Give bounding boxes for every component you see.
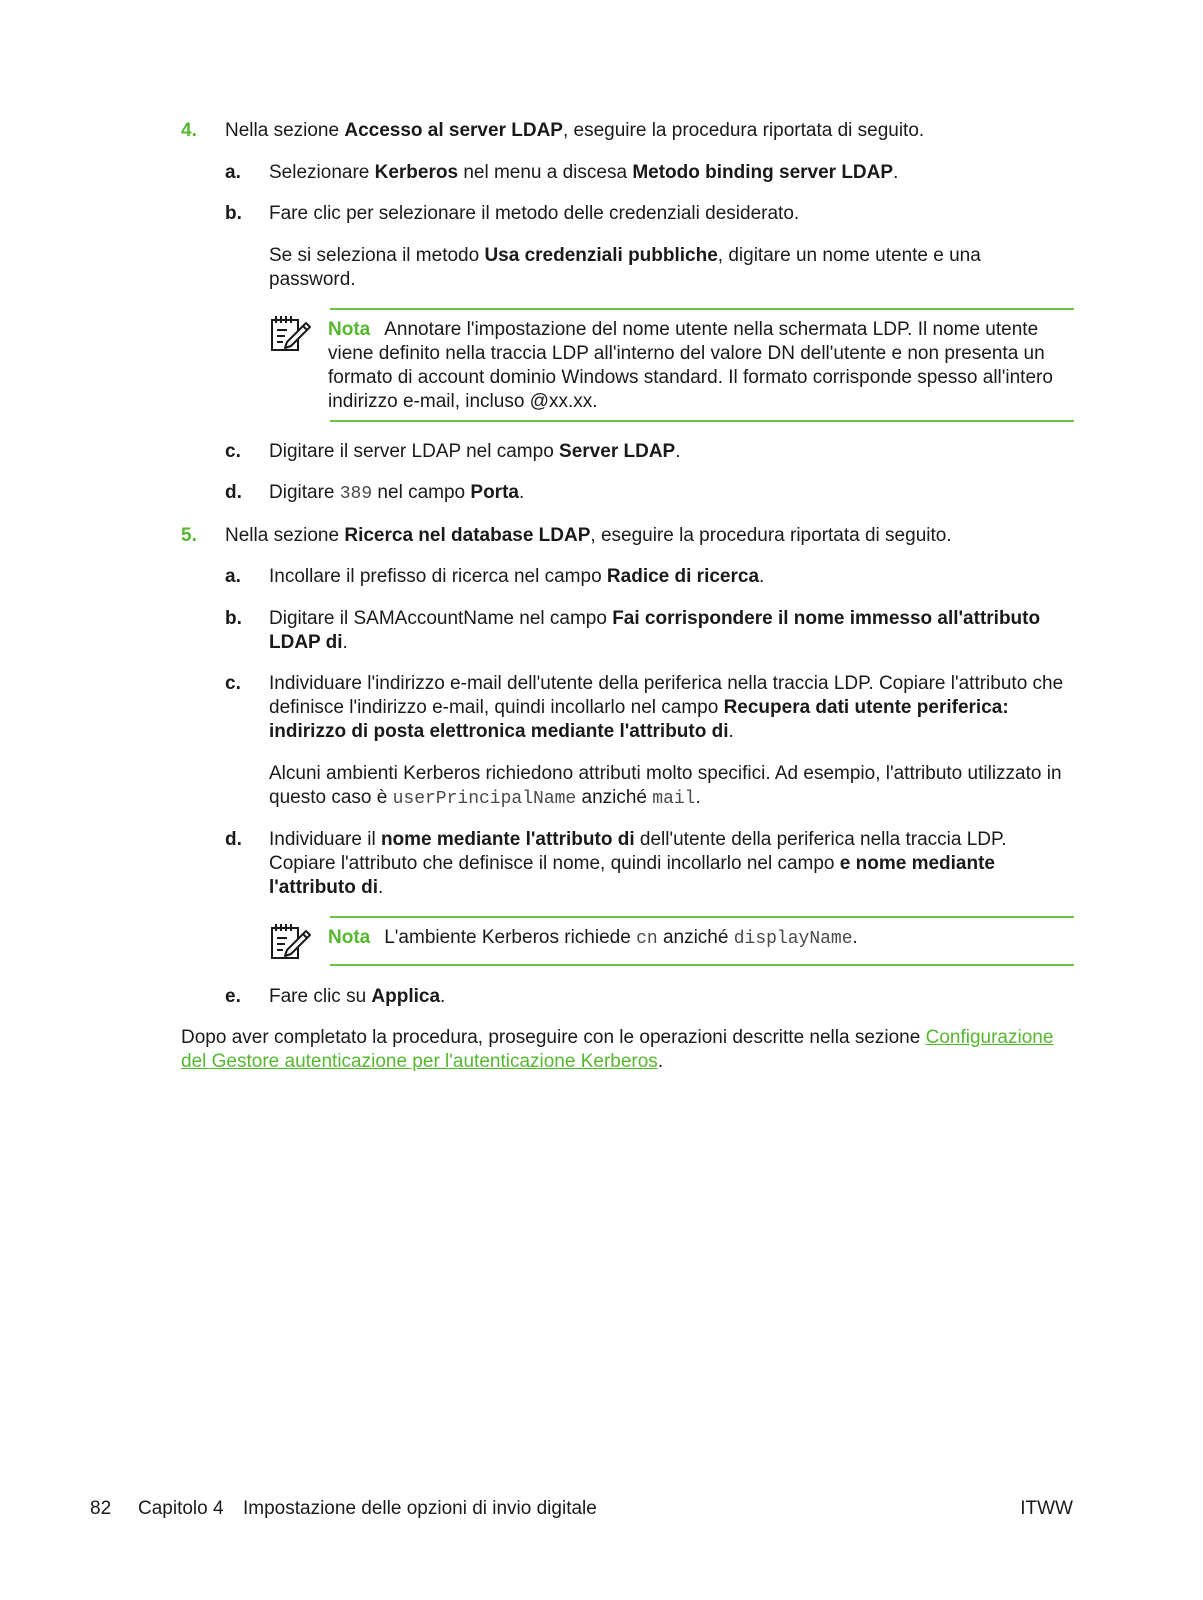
note-2-text: Nota L'ambiente Kerberos richiede cn anziché displayName. [328,927,858,949]
footer-chapter: Capitolo 4 [138,1498,224,1519]
section-link[interactable]: Configurazione del Gestore autenticazione per l'autenticazione Kerberos [181,1027,1054,1072]
note-icon [270,921,312,961]
step-4c-letter: c. [225,441,241,462]
step-4a-text: Selezionare Kerberos nel menu a discesa Metodo binding server LDAP. [269,162,899,183]
note-bottom-rule [330,420,1074,422]
step-5b-letter: b. [225,608,242,629]
step-5a-text: Incollare il prefisso di ricerca nel campo Radice di ricerca. [269,566,765,587]
note-text: Nota Annotare l'impostazione del nome utente nella schermata LDP. Il nome utente viene definito nella traccia LDP all'interno del valore DN dell'utente e non presenta un formato di account dominio Windows standard. Il formato corrisponde spesso all'intero indirizzo e-mail, incluso @xx.xx. [328,319,1053,412]
step-4a-letter: a. [225,162,241,183]
note-2-top-rule [330,916,1074,918]
step-4-number: 4. [181,120,197,141]
step-5c-extra-text: Alcuni ambienti Kerberos richiedono attributi molto specifici. Ad esempio, l'attributo utilizzato in questo caso è userPrincipalName anziché mail. [269,763,1062,809]
step-5a-letter: a. [225,566,241,587]
note-2-bottom-rule [330,964,1074,966]
note-icon [270,313,312,353]
footer-chapter-title: Impostazione delle opzioni di invio digitale [243,1498,597,1519]
step-5c-letter: c. [225,673,241,694]
step-4c-text: Digitare il server LDAP nel campo Server LDAP. [269,441,681,462]
note-top-rule [330,308,1074,310]
step-5-text: Nella sezione Ricerca nel database LDAP, eseguire la procedura riportata di seguito. [225,525,952,546]
step-4b-text: Fare clic per selezionare il metodo delle credenziali desiderato. [269,203,800,224]
step-5-number: 5. [181,525,197,546]
step-4-text: Nella sezione Accesso al server LDAP, eseguire la procedura riportata di seguito. [225,120,925,141]
closing-paragraph: Dopo aver completato la procedura, proseguire con le operazioni descritte nella sezione Configurazione del Gestore autenticazione per l'autenticazione Kerberos. [181,1027,1054,1072]
footer-page-number: 82 [90,1498,112,1519]
step-5e-text: Fare clic su Applica. [269,986,446,1007]
footer-code: ITWW [1020,1498,1073,1519]
step-5b-text: Digitare il SAMAccountName nel campo Fai corrispondere il nome immesso all'attributo LDAP di. [269,608,1041,653]
step-5c-text: Individuare l'indirizzo e-mail dell'utente della periferica nella traccia LDP. Copiare l'attributo che definisce l'indirizzo e-mail, quindi incollarlo nel campo Recupera dati utente periferica: indirizzo di posta elettronica mediante l'attributo di. [269,673,1064,742]
step-5d-letter: d. [225,829,242,850]
step-5e-letter: e. [225,986,241,1007]
step-4b-letter: b. [225,203,242,224]
step-4d-text: Digitare 389 nel campo Porta. [269,482,525,504]
step-4d-letter: d. [225,482,242,503]
step-4b-extra-text: Se si seleziona il metodo Usa credenziali pubbliche, digitare un nome utente e una password. [269,245,981,290]
step-5d-text: Individuare il nome mediante l'attributo di dell'utente della periferica nella traccia LDP. Copiare l'attributo che definisce il nome, quindi incollarlo nel campo e nome mediante l'attributo di. [269,829,1007,898]
